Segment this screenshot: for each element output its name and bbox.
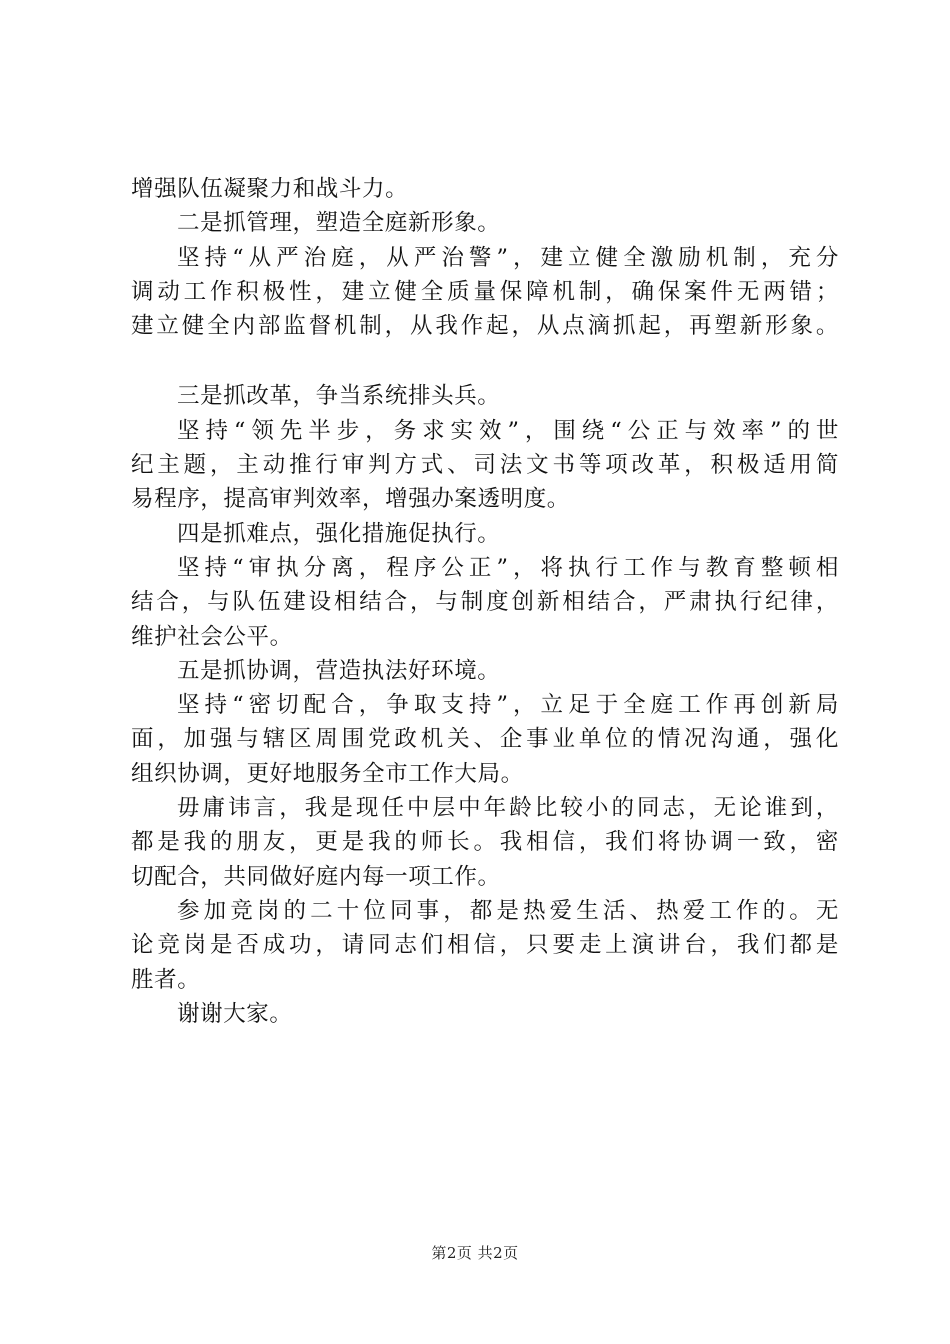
text-line: 四是抓难点，强化措施促执行。 xyxy=(177,520,501,547)
text-line: 参加竞岗的二十位同事，都是热爱生活、热爱工作的。无 xyxy=(177,897,839,924)
text-line: 毋庸讳言，我是现任中层中年龄比较小的同志，无论谁到， xyxy=(177,795,839,822)
text-line: 易程序，提高审判效率，增强办案透明度。 xyxy=(131,486,570,513)
text-line: 论竞岗是否成功，请同志们相信，只要走上演讲台，我们都是 xyxy=(131,932,839,959)
text-line: 面，加强与辖区周围党政机关、企事业单位的情况沟通，强化 xyxy=(131,726,839,753)
text-line: 坚持“从严治庭，从严治警”，建立健全激励机制，充分 xyxy=(177,244,839,271)
text-line: 切配合，共同做好庭内每一项工作。 xyxy=(131,863,501,890)
text-line: 组织协调，更好地服务全市工作大局。 xyxy=(131,760,524,787)
text-line: 结合，与队伍建设相结合，与制度创新相结合，严肃执行纪律， xyxy=(131,589,839,616)
text-line: 坚持“密切配合，争取支持”，立足于全庭工作再创新局 xyxy=(177,692,839,719)
text-line: 纪主题，主动推行审判方式、司法文书等项改革，积极适用简 xyxy=(131,452,839,479)
paragraph-gap xyxy=(131,343,839,379)
text-line: 维护社会公平。 xyxy=(131,623,293,650)
text-line: 坚持“审执分离，程序公正”，将执行工作与教育整顿相 xyxy=(177,554,839,581)
text-line: 三是抓改革，争当系统排头兵。 xyxy=(177,383,501,410)
text-line: 二是抓管理，塑造全庭新形象。 xyxy=(177,210,501,237)
text-line: 胜者。 xyxy=(131,966,201,993)
text-line: 都是我的朋友，更是我的师长。我相信，我们将协调一致，密 xyxy=(131,829,839,856)
page-number-footer: 第2页 共2页 xyxy=(431,1244,519,1262)
text-line: 调动工作积极性，建立健全质量保障机制，确保案件无两错； xyxy=(131,278,839,305)
text-line: 五是抓协调，营造执法好环境。 xyxy=(177,657,501,684)
text-line: 增强队伍凝聚力和战斗力。 xyxy=(131,176,409,202)
text-line: 建立健全内部监督机制，从我作起，从点滴抓起，再塑新形象。 xyxy=(131,313,839,340)
text-line: 谢谢大家。 xyxy=(177,1000,293,1027)
document-body xyxy=(131,172,839,1031)
text-line: 坚持“领先半步，务求实效”，围绕“公正与效率”的世 xyxy=(177,417,839,444)
